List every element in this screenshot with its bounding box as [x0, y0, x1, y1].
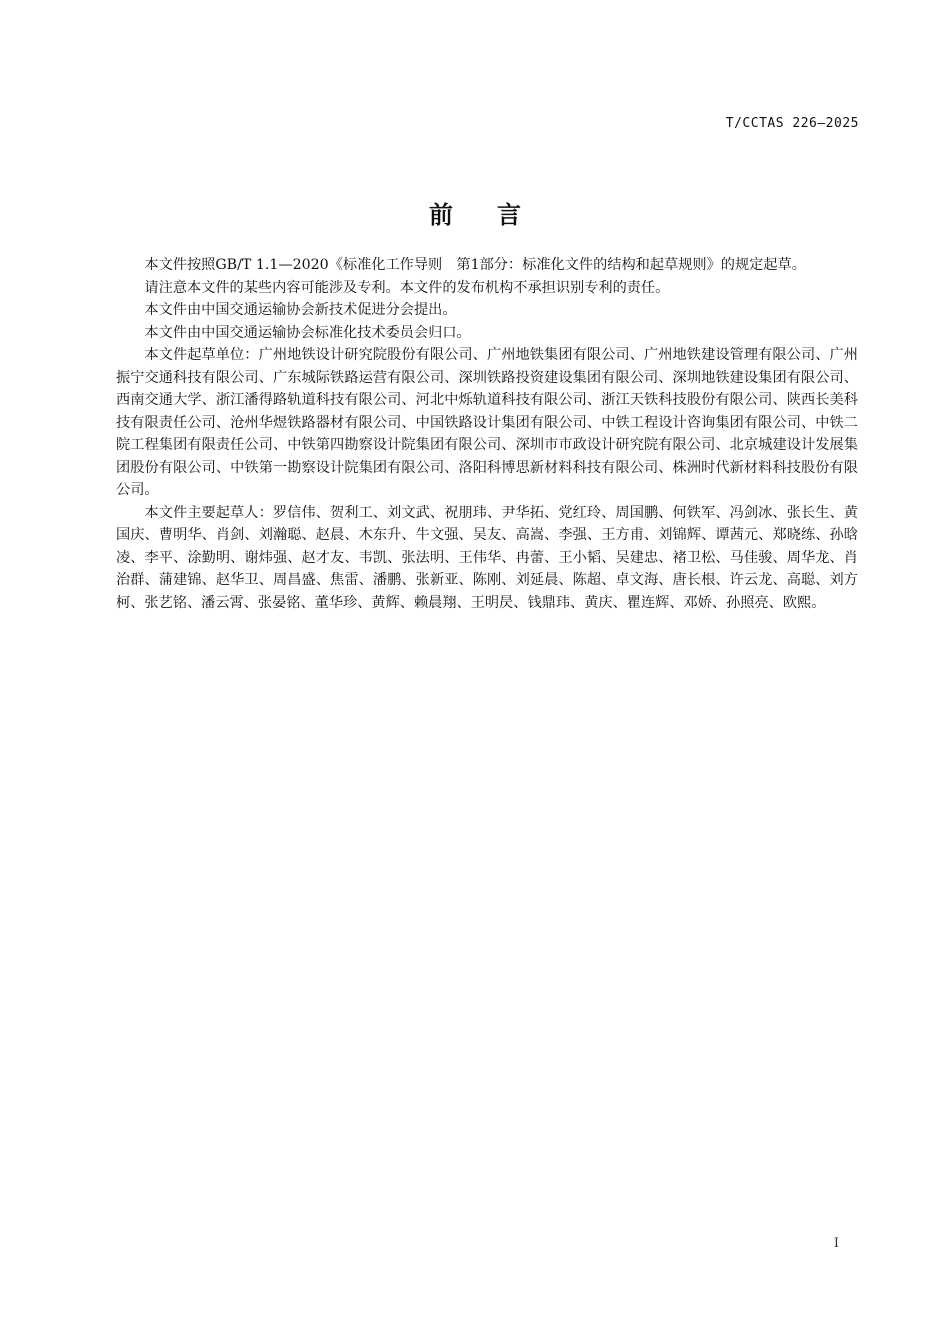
paragraph-main-drafters: 本文件主要起草人：罗信伟、贺利工、刘文武、祝朋玮、尹华拓、党红玲、周国鹏、何铁军、冯剑冰、张长生、黄国庆、曹明华、肖剑、刘瀚聪、赵晨、木东升、牛文强、吴友、高嵩、李强、王方甫、刘锦辉、谭茜元、郑晓练、孙晗凌、李平、涂勤明、谢炜强、赵才友、韦凯、张法明、王伟华、冉蕾、王小韬、吴建忠、褚卫松、马佳骏、周华龙、肖治群、蒲建锦、赵华卫、周昌盛、焦雷、潘鹏、张新亚、陈刚、刘延晨、陈超、卓文海、唐长根、许云龙、高聪、刘方柯、张艺铭、潘云霄、张晏铭、董华珍、黄辉、赖晨翔、王明昃、钱鼎玮、黄庆、瞿连辉、邓娇、孙照亮、欧熙。 [116, 504, 858, 611]
foreword-body [116, 254, 858, 614]
page-number: I [833, 1236, 839, 1251]
paragraph-drafting-units: 本文件起草单位：广州地铁设计研究院股份有限公司、广州地铁集团有限公司、广州地铁建设管理有限公司、广州振宁交通科技有限公司、广东城际铁路运营有限公司、深圳铁路投资建设集团有限公司、深圳地铁建设集团有限公司、西南交通大学、浙江潘得路轨道科技有限公司、河北中烁轨道科技有限公司、浙江天铁科技股份有限公司、陕西长美科技有限责任公司、沧州华煜铁路器材有限公司、中国铁路设计集团有限公司、中铁工程设计咨询集团有限公司、中铁二院工程集团有限责任公司、中铁第四勘察设计院集团有限公司、深圳市市政设计研究院有限公司、北京城建设计发展集团股份有限公司、中铁第一勘察设计院集团有限公司、洛阳科博思新材料科技有限公司、株洲时代新材料科技股份有限公司。 [116, 347, 858, 498]
page-title: 前言 [429, 201, 565, 229]
paragraph-proposed-by: 本文件由中国交通运输协会新技术促进分会提出。 [144, 302, 457, 318]
paragraph-patent-notice: 请注意本文件的某些内容可能涉及专利。本文件的发布机构不承担识别专利的责任。 [144, 279, 670, 296]
document-number: T/CCTAS 226—2025 [725, 116, 859, 131]
paragraph-drafting-rules: 本文件按照GB/T 1.1—2020《标准化工作导则 第1部分：标准化文件的结构和起草规则》的规定起草。 [144, 257, 806, 273]
paragraph-under-jurisdiction: 本文件由中国交通运输协会标准化技术委员会归口。 [144, 324, 471, 341]
